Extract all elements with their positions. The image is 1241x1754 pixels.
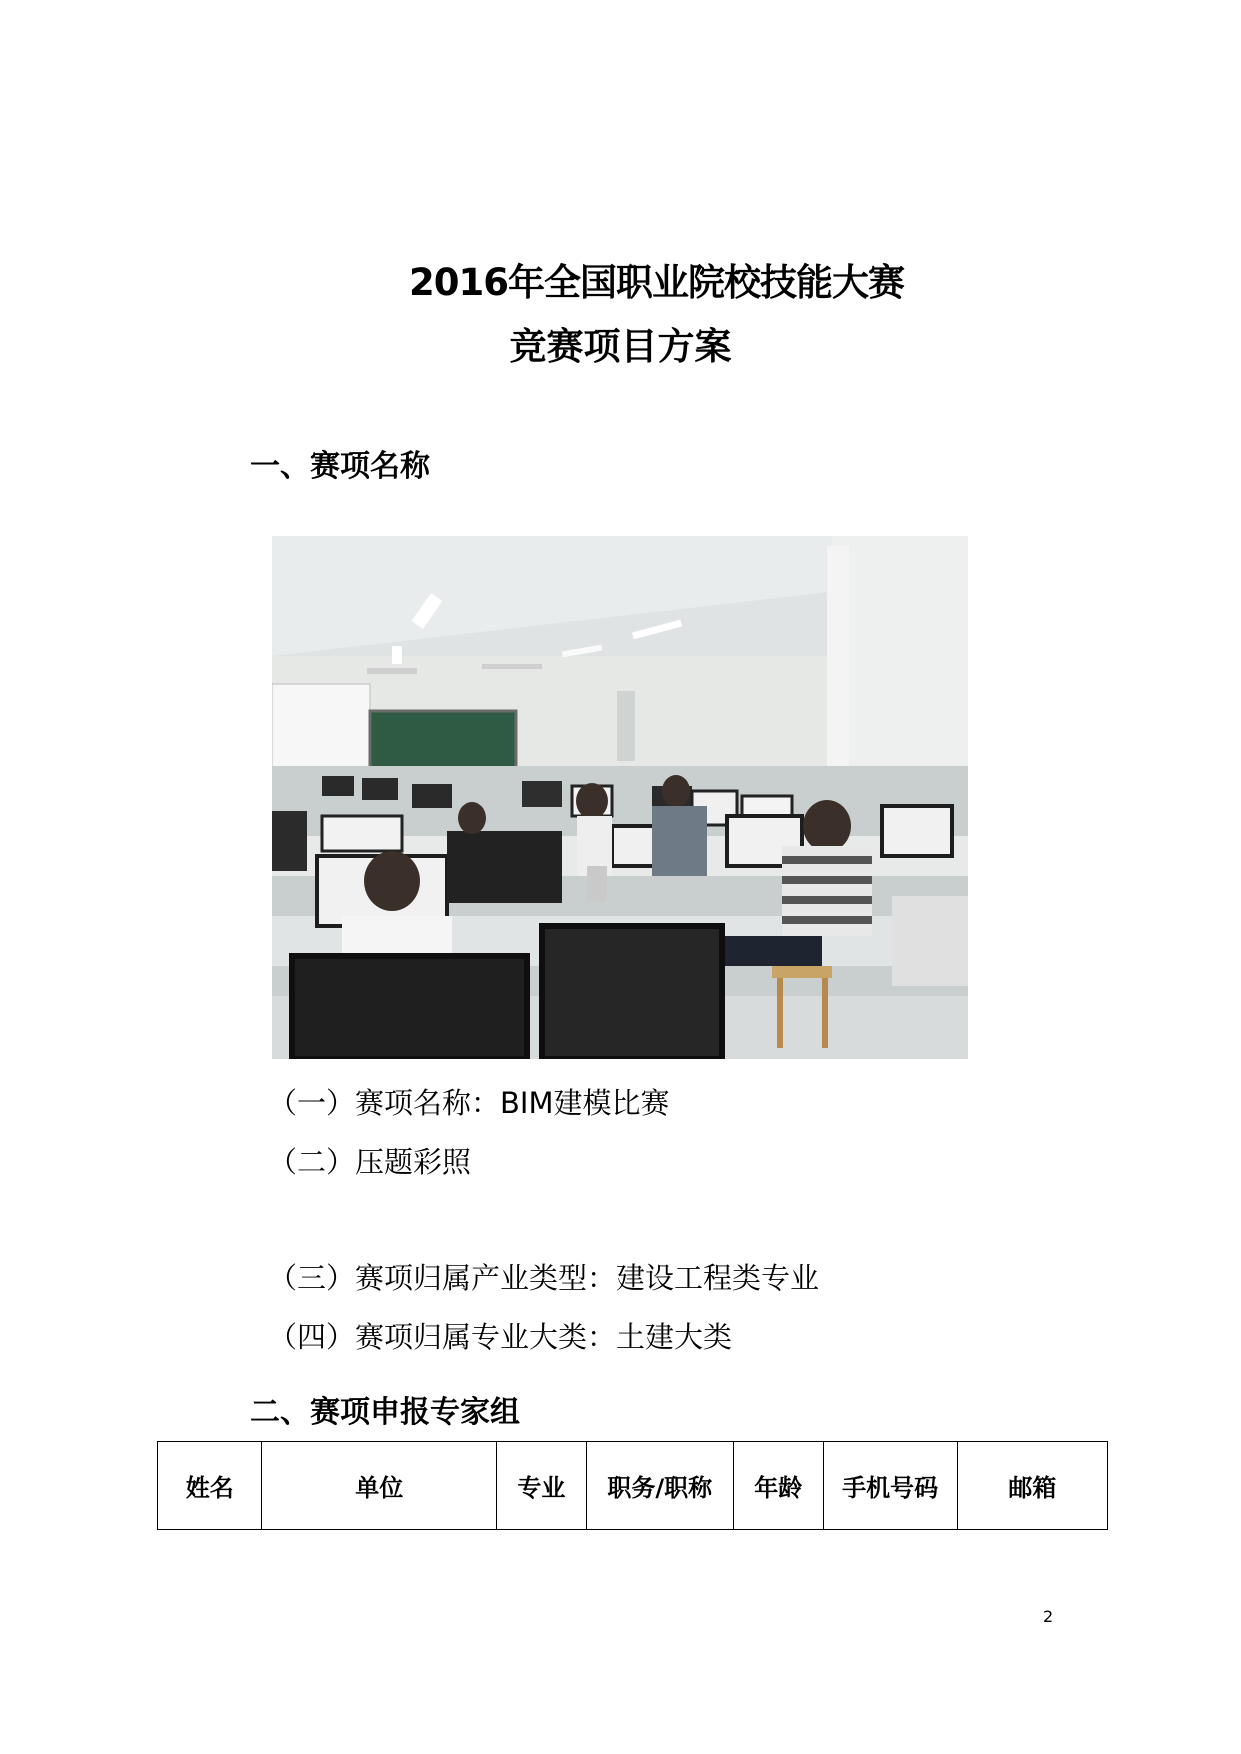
table-header-cell: 单位: [262, 1442, 497, 1530]
expert-table: [157, 1441, 1108, 1530]
item-cover-photo: （二）压题彩照: [268, 1145, 472, 1179]
page-number: 2: [1043, 1607, 1054, 1626]
item-major-category: （四）赛项归属专业大类：土建大类: [268, 1320, 733, 1354]
section-heading-name: 一、赛项名称: [250, 449, 430, 484]
item-industry-type: （三）赛项归属产业类型：建设工程类专业: [268, 1261, 820, 1295]
table-header-cell: 邮箱: [957, 1442, 1107, 1530]
table-header-cell: 手机号码: [823, 1442, 957, 1530]
document-subtitle: 竞赛项目方案: [509, 325, 732, 368]
document-title: 2016年全国职业院校技能大赛: [409, 261, 904, 304]
table-header-cell: 职务/职称: [586, 1442, 733, 1530]
section-heading-experts: 二、赛项申报专家组: [250, 1395, 520, 1430]
table-header-row: [158, 1442, 1108, 1530]
table-header-cell: 年龄: [733, 1442, 823, 1530]
item-competition-name: （一）赛项名称：BIM建模比赛: [268, 1086, 670, 1120]
table-header-cell: 专业: [497, 1442, 587, 1530]
competition-photo: [272, 536, 968, 1059]
table-header-cell: 姓名: [158, 1442, 262, 1530]
